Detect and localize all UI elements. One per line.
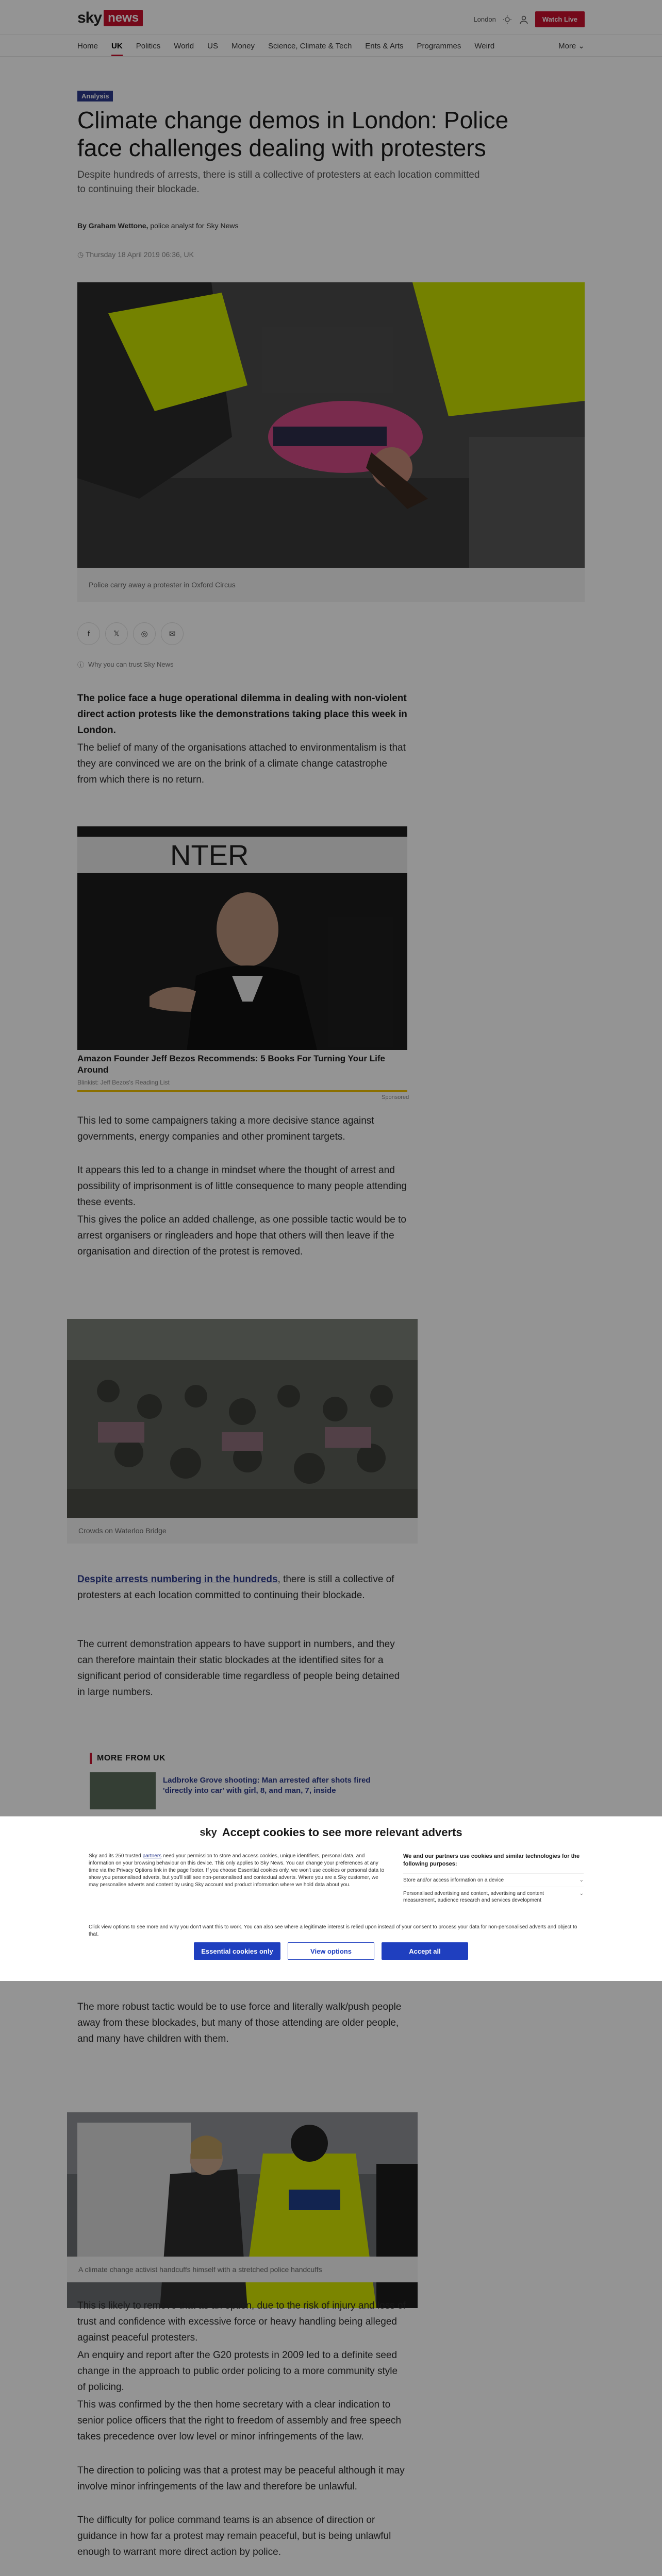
account-icon[interactable] — [519, 14, 529, 25]
essential-cookies-button[interactable]: Essential cookies only — [194, 1942, 280, 1960]
cookie-actions — [0, 1942, 662, 1960]
body-paragraph: The more robust tactic would be to use force and literally walk/push people away from these blockades, but many of those attending are older people, and many have children with them. — [77, 2002, 402, 2044]
body-paragraph: This led to some campaigners taking a more decisive stance against governments, energy companies and other prominent targets. — [77, 1115, 374, 1142]
info-icon: ⓘ — [77, 661, 85, 669]
body-paragraph: The belief of many of the organisations attached to environmentalism is that they are convinced we are on the brink of a climate change catastrophe from which there is no return. — [77, 742, 406, 785]
cookie-body-text: Sky and its 250 trusted — [89, 1853, 143, 1859]
hero-image — [77, 282, 585, 568]
email-share-icon[interactable]: ✉ — [161, 622, 184, 645]
section-accent-bar — [90, 1753, 92, 1764]
logo-sky: sky — [77, 9, 102, 26]
sponsored-ad-bar — [77, 1090, 407, 1092]
cookie-consent-dialog — [0, 1816, 662, 1981]
share-bar — [77, 622, 184, 645]
nav-item-home[interactable]: Home — [77, 41, 98, 50]
body-paragraph: This gives the police an added challenge, as one possible tactic would be to arrest organisers or ringleaders and hope that others will then leave if the organisation and direction of the protest is removed. — [77, 1214, 406, 1257]
body-paragraph: The difficulty for police command teams is an absence of direction or guidance in how far a protest may remain peaceful, but is being unlawful enough to warrant more direct action by police. — [77, 2515, 391, 2557]
story-thumbnail — [90, 1772, 156, 1809]
crowd-image-caption: Crowds on Waterloo Bridge — [67, 1518, 418, 1544]
cookie-note: Click view options to see more and why you don't want this to work. You can also see where a legitimate interest is relied upon instead of your consent to process your data for non-personalised adverts and object to that. — [89, 1924, 577, 1937]
cookie-sky-logo: sky — [200, 1826, 217, 1838]
chevron-down-icon: ⌄ — [579, 1877, 584, 1883]
article-date-text: Thursday 18 April 2019 06:36, UK — [85, 250, 194, 259]
purpose-item[interactable] — [403, 1887, 584, 1907]
svg-text:NTER: NTER — [170, 839, 249, 871]
body-paragraph: The direction to policing was that a protest may be peaceful although it may involve minor infringements of the law and therefore be unlawful. — [77, 2465, 405, 2492]
chevron-down-icon: ⌄ — [579, 1891, 584, 1896]
view-options-button[interactable]: View options — [288, 1942, 374, 1960]
whatsapp-share-icon[interactable]: ◎ — [133, 622, 156, 645]
body-paragraph: The police face a huge operational dilemma in dealing with non-violent direct action protests like the demonstrations taking place this week in London. — [77, 693, 407, 736]
sponsored-label: Sponsored — [382, 1094, 409, 1100]
sponsored-ad-title[interactable]: Amazon Founder Jeff Bezos Recommends: 5 Books For Turning Your Life Around — [77, 1050, 407, 1076]
weather-icon — [502, 14, 512, 25]
nav-items — [77, 35, 494, 57]
article-tag[interactable]: Analysis — [77, 91, 113, 101]
nav-item-us[interactable]: US — [207, 41, 218, 50]
cookie-purposes — [403, 1853, 584, 1907]
police-arrest-caption: A climate change activist handcuffs himself with a stretched police handcuffs — [67, 2257, 418, 2282]
clock-icon: ◷ — [77, 250, 86, 259]
article-standfirst: Despite hundreds of arrests, there is still a collective of protesters at each location committed to continuing their blockade. — [77, 170, 480, 195]
trust-link-label: Why you can trust Sky News — [88, 660, 174, 668]
article-date — [77, 250, 194, 259]
byline-role: police analyst for Sky News — [148, 222, 239, 230]
arrests-link[interactable]: Despite arrests numbering in the hundreds — [77, 1574, 278, 1585]
sky-news-logo[interactable] — [77, 9, 143, 27]
article-byline — [77, 222, 239, 230]
body-paragraph: An enquiry and report after the G20 protests in 2009 led to a definite seed change in the approach to public order policing to a more community style of policing. — [77, 2350, 398, 2393]
cookie-title: Accept cookies to see more relevant adverts — [222, 1826, 462, 1839]
cookie-header — [0, 1826, 662, 1839]
purpose-label: Store and/or access information on a device — [403, 1877, 504, 1883]
body-paragraph: This was confirmed by the then home secretary with a clear indication to senior police officers that the right to freedom of assembly and free speech takes precedence over low level or minor infringements of the law. — [77, 2399, 402, 2442]
body-paragraph: This is likely to remove that as an option, due to the risk of injury and loss of trust and confidence with excessive force or heavy handling being alleged against peaceful protesters. — [77, 2300, 406, 2343]
nav-item-uk[interactable]: UK — [111, 42, 123, 56]
purposes-heading: We and our partners use cookies and similar technologies for the following purposes: — [403, 1853, 580, 1867]
article-headline: Climate change demos in London: Police face challenges dealing with protesters — [77, 107, 509, 161]
crowd-image — [67, 1319, 418, 1518]
more-from-uk-heading — [90, 1753, 166, 1764]
trust-link[interactable] — [77, 659, 173, 669]
body-paragraph: The current demonstration appears to have support in numbers, and they can therefore maintain their static blockades at the identified sites for a significant period of considerable time regardless of people being detained in large numbers. — [77, 1639, 400, 1698]
logo-news: news — [104, 10, 143, 26]
cookie-body — [89, 1853, 388, 1889]
hero-caption: Police carry away a protester in Oxford Circus — [77, 568, 585, 602]
nav-item-world[interactable]: World — [174, 41, 194, 50]
partners-link[interactable]: partners — [142, 1853, 162, 1859]
weather-location[interactable]: London — [473, 15, 496, 23]
x-share-icon[interactable]: 𝕏 — [105, 622, 128, 645]
story-headline: Ladbroke Grove shooting: Man arrested after shots fired 'directly into car' with girl, 8, and man, 7, inside — [163, 1776, 371, 1795]
nav-item-weird[interactable]: Weird — [474, 41, 495, 50]
sponsored-ad-image[interactable] — [77, 826, 407, 1060]
nav-item-money[interactable]: Money — [231, 41, 255, 50]
sponsored-ad-source[interactable]: Blinkist: Jeff Bezos's Reading List — [77, 1079, 170, 1086]
facebook-share-icon[interactable]: f — [77, 622, 100, 645]
nav-more-menu[interactable]: More ⌄ — [558, 42, 585, 50]
body-paragraph — [77, 1571, 407, 1603]
body-paragraph-text: , there is still a collective of protesters at each location committed to continuing their blockade. — [77, 1574, 394, 1601]
body-paragraph: It appears this led to a change in mindset where the thought of arrest and possibility of imprisonment is of little consequence to many people attending these events. — [77, 1165, 407, 1208]
purpose-item[interactable] — [403, 1873, 584, 1887]
watch-live-button[interactable]: Watch Live — [535, 11, 585, 27]
accept-all-button[interactable]: Accept all — [382, 1942, 468, 1960]
more-from-uk-item[interactable] — [90, 1772, 389, 1809]
purpose-label: Personalised advertising and content, advertising and content measurement, audience research and services development — [403, 1891, 544, 1903]
nav-item-science-climate-tech[interactable]: Science, Climate & Tech — [268, 41, 352, 50]
nav-item-politics[interactable]: Politics — [136, 41, 161, 50]
site-header — [0, 0, 662, 35]
cookie-body-text: need your permission to store and access cookies, unique identifiers, personal data, and information on your browsing behaviour on this device. This only applies to Sky News. You can change your preferences at any time via the Privacy Options link in the page footer. If you choose Essential cookies only, we won't use cookies or personal data to show you personalised adverts, but you'll still see non-personalised and contextual adverts. Where you are a Sky customer, we may personalise adverts and content by using Sky account and product information where we hold data about you. — [89, 1853, 385, 1888]
more-from-uk-label: MORE FROM UK — [97, 1754, 166, 1762]
byline-author[interactable]: By Graham Wettone, — [77, 222, 148, 230]
main-nav — [0, 35, 662, 57]
nav-item-programmes[interactable]: Programmes — [417, 41, 461, 50]
nav-item-ents-arts[interactable]: Ents & Arts — [365, 41, 404, 50]
header-tools — [473, 11, 585, 27]
